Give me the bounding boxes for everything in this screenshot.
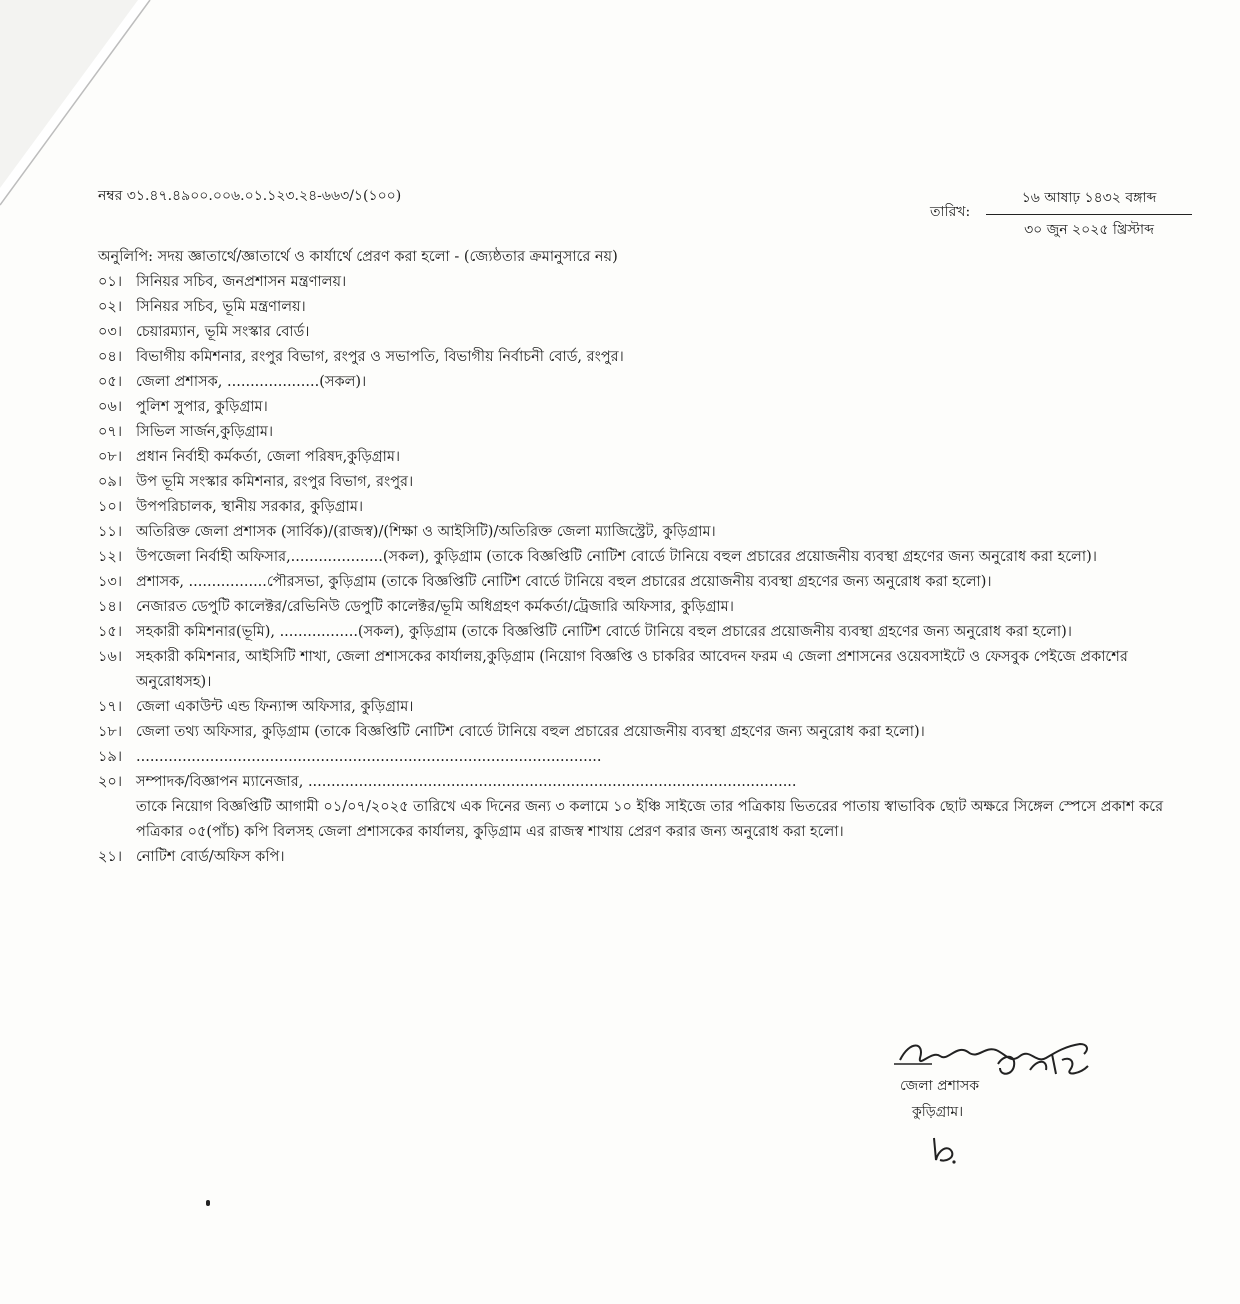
list-item bbox=[98, 420, 1198, 445]
list-item bbox=[98, 270, 1198, 295]
item-text: জেলা একাউন্ট এন্ড ফিন্যান্স অফিসার, কুড়িগ্রাম। bbox=[136, 699, 414, 715]
item-text-main: সম্পাদক/বিজ্ঞাপন ম্যানেজার, .......................................................................................................... bbox=[136, 774, 797, 790]
item-number: ০১। bbox=[98, 274, 123, 290]
item-number: ১৮। bbox=[98, 724, 123, 740]
list-item bbox=[98, 445, 1198, 470]
item-number: ১৭। bbox=[98, 699, 123, 715]
list-item bbox=[98, 695, 1198, 720]
item-text: চেয়ারম্যান, ভূমি সংস্কার বোর্ড। bbox=[136, 324, 310, 340]
item-text: পুলিশ সুপার, কুড়িগ্রাম। bbox=[136, 399, 268, 415]
item-number: ০৬। bbox=[98, 399, 123, 415]
item-text: প্রশাসক, .................পৌরসভা, কুড়িগ্রাম (তাকে বিজ্ঞপ্তিটি নোটিশ বোর্ডে টানিয়ে বহুল প্রচারের প্রয়োজনীয় ব্যবস্থা গ্রহণের জন্য অনুরোধ করা হলো)। bbox=[136, 574, 992, 590]
item-number: ০৯। bbox=[98, 474, 123, 490]
date-bengali: ১৬ আষাঢ় ১৪৩২ বঙ্গাব্দ bbox=[1021, 190, 1157, 206]
item-text: উপ ভূমি সংস্কার কমিশনার, রংপুর বিভাগ, রংপুর। bbox=[136, 474, 414, 490]
list-item bbox=[98, 520, 1198, 545]
item-text: প্রধান নির্বাহী কর্মকর্তা, জেলা পরিষদ,কুড়িগ্রাম। bbox=[136, 449, 401, 465]
list-item bbox=[98, 620, 1198, 645]
item-number: ১০। bbox=[98, 499, 123, 515]
item-number: ১১। bbox=[98, 524, 123, 540]
list-item bbox=[98, 720, 1198, 745]
list-item bbox=[98, 595, 1198, 620]
item-text: সহকারী কমিশনার(ভূমি), .................(সকল), কুড়িগ্রাম (তাকে বিজ্ঞপ্তিটি নোটিশ বোর্ডে টানিয়ে বহুল প্রচারের প্রয়োজনীয় ব্যবস্থা গ্রহণের জন্য অনুরোধ করা হলো)। bbox=[136, 624, 1072, 640]
list-item bbox=[98, 845, 1198, 870]
list-item bbox=[98, 395, 1198, 420]
signature-block bbox=[880, 1030, 1120, 1180]
folded-corner-shadow bbox=[0, 0, 160, 210]
signatory-district: কুড়িগ্রাম। bbox=[912, 1104, 964, 1120]
list-item bbox=[98, 570, 1198, 595]
date-block bbox=[930, 186, 1192, 238]
item-text: নোটিশ বোর্ড/অফিস কপি। bbox=[136, 849, 285, 865]
list-item bbox=[98, 495, 1198, 520]
list-item bbox=[98, 345, 1198, 370]
list-item bbox=[98, 370, 1198, 395]
list-item bbox=[98, 320, 1198, 345]
item-text: উপপরিচালক, স্থানীয় সরকার, কুড়িগ্রাম। bbox=[136, 499, 364, 515]
item-number: ১৪। bbox=[98, 599, 123, 615]
item-number: ০৫। bbox=[98, 374, 123, 390]
item-text: জেলা তথ্য অফিসার, কুড়িগ্রাম (তাকে বিজ্ঞপ্তিটি নোটিশ বোর্ডে টানিয়ে বহুল প্রচারের প্রয়োজনীয় ব্যবস্থা গ্রহণের জন্য অনুরোধ করা হলো)। bbox=[136, 724, 925, 740]
item-number: ০৪। bbox=[98, 349, 123, 365]
item-text: নেজারত ডেপুটি কালেক্টর/রেভিনিউ ডেপুটি কালেক্টর/ভূমি অধিগ্রহণ কর্মকর্তা/ট্রেজারি অফিসার, কুড়িগ্রাম। bbox=[136, 599, 734, 615]
item-number: ১৫। bbox=[98, 624, 123, 640]
item-text: সিনিয়র সচিব, জনপ্রশাসন মন্ত্রণালয়। bbox=[136, 274, 347, 290]
list-item bbox=[98, 745, 1198, 770]
recipient-list bbox=[98, 270, 1198, 870]
memo-number: নম্বর ৩১.৪৭.৪৯০০.০০৬.০১.১২৩.২৪-৬৬৩/১(১০০) bbox=[98, 188, 402, 204]
item-number: ১২। bbox=[98, 549, 123, 565]
date-gregorian: ৩০ জুন ২০২৫ খ্রিস্টাব্দ bbox=[1024, 222, 1154, 238]
item-text: জেলা প্রশাসক, ....................(সকল)। bbox=[136, 374, 367, 390]
copy-heading: অনুলিপি: সদয় জ্ঞাতার্থে/জ্ঞাতার্থে ও কার্যার্থে প্রেরণ করা হলো - (জ্যেষ্ঠতার ক্রমানুসারে নয়) bbox=[98, 249, 618, 265]
date-divider bbox=[986, 214, 1192, 215]
list-item bbox=[98, 770, 1198, 845]
signatory-title: জেলা প্রশাসক bbox=[900, 1078, 979, 1094]
item-number: ১৬। bbox=[98, 649, 123, 665]
item-note: তাকে নিয়োগ বিজ্ঞপ্তিটি আগামী ০১/০৭/২০২৫ তারিখে এক দিনের জন্য ৩ কলামে ১০ ইঞ্চি সাইজে তার পত্রিকায় ভিতরের পাতায় স্বাভাবিক ছোট অক্ষরে সিঙ্গেল স্পেসে প্রকাশ করে পত্রিকার ০৫(পাঁচ) কপি বিলসহ জেলা প্রশাসকের কার্যালয়, কুড়িগ্রাম এর রাজস্ব শাখায় প্রেরণ করার জন্য অনুরোধ করা হলো। bbox=[136, 799, 1164, 840]
list-item bbox=[98, 645, 1198, 695]
item-number: ০২। bbox=[98, 299, 123, 315]
list-item bbox=[98, 470, 1198, 495]
item-text: উপজেলা নির্বাহী অফিসার,....................(সকল), কুড়িগ্রাম (তাকে বিজ্ঞপ্তিটি নোটিশ বোর্ডে টানিয়ে বহুল প্রচারের প্রয়োজনীয় ব্যবস্থা গ্রহণের জন্য অনুরোধ করা হলো)। bbox=[136, 549, 1097, 565]
item-number: ১৯। bbox=[98, 749, 123, 765]
initial-mark-icon bbox=[924, 1130, 964, 1170]
date-fraction bbox=[986, 186, 1192, 242]
item-number: ০৮। bbox=[98, 449, 123, 465]
item-text: বিভাগীয় কমিশনার, রংপুর বিভাগ, রংপুর ও সভাপতি, বিভাগীয় নির্বাচনী বোর্ড, রংপুর। bbox=[136, 349, 624, 365]
item-number: ০৩। bbox=[98, 324, 123, 340]
list-item bbox=[98, 545, 1198, 570]
item-number: ০৭। bbox=[98, 424, 123, 440]
item-text: ..................................................................................................... bbox=[136, 749, 602, 765]
ink-speck bbox=[206, 1200, 210, 1206]
item-text: অতিরিক্ত জেলা প্রশাসক (সার্বিক)/(রাজস্ব)/(শিক্ষা ও আইসিটি)/অতিরিক্ত জেলা ম্যাজিস্ট্রেট, কুড়িগ্রাম। bbox=[136, 524, 716, 540]
item-text bbox=[136, 770, 1198, 845]
item-number: ২১। bbox=[98, 849, 123, 865]
date-label: তারিখ: bbox=[930, 204, 971, 220]
item-number: ২০। bbox=[98, 774, 123, 790]
list-item bbox=[98, 295, 1198, 320]
item-text: সহকারী কমিশনার, আইসিটি শাখা, জেলা প্রশাসকের কার্যালয়,কুড়িগ্রাম (নিয়োগ বিজ্ঞপ্তি ও চাকরির আবেদন ফরম এ জেলা প্রশাসনের ওয়েবসাইটে ও ফেসবুক পেইজে প্রকাশের অনুরোধসহ)। bbox=[136, 649, 1128, 690]
item-text: সিনিয়র সচিব, ভূমি মন্ত্রণালয়। bbox=[136, 299, 306, 315]
item-number: ১৩। bbox=[98, 574, 123, 590]
item-text: সিভিল সার্জন,কুড়িগ্রাম। bbox=[136, 424, 274, 440]
